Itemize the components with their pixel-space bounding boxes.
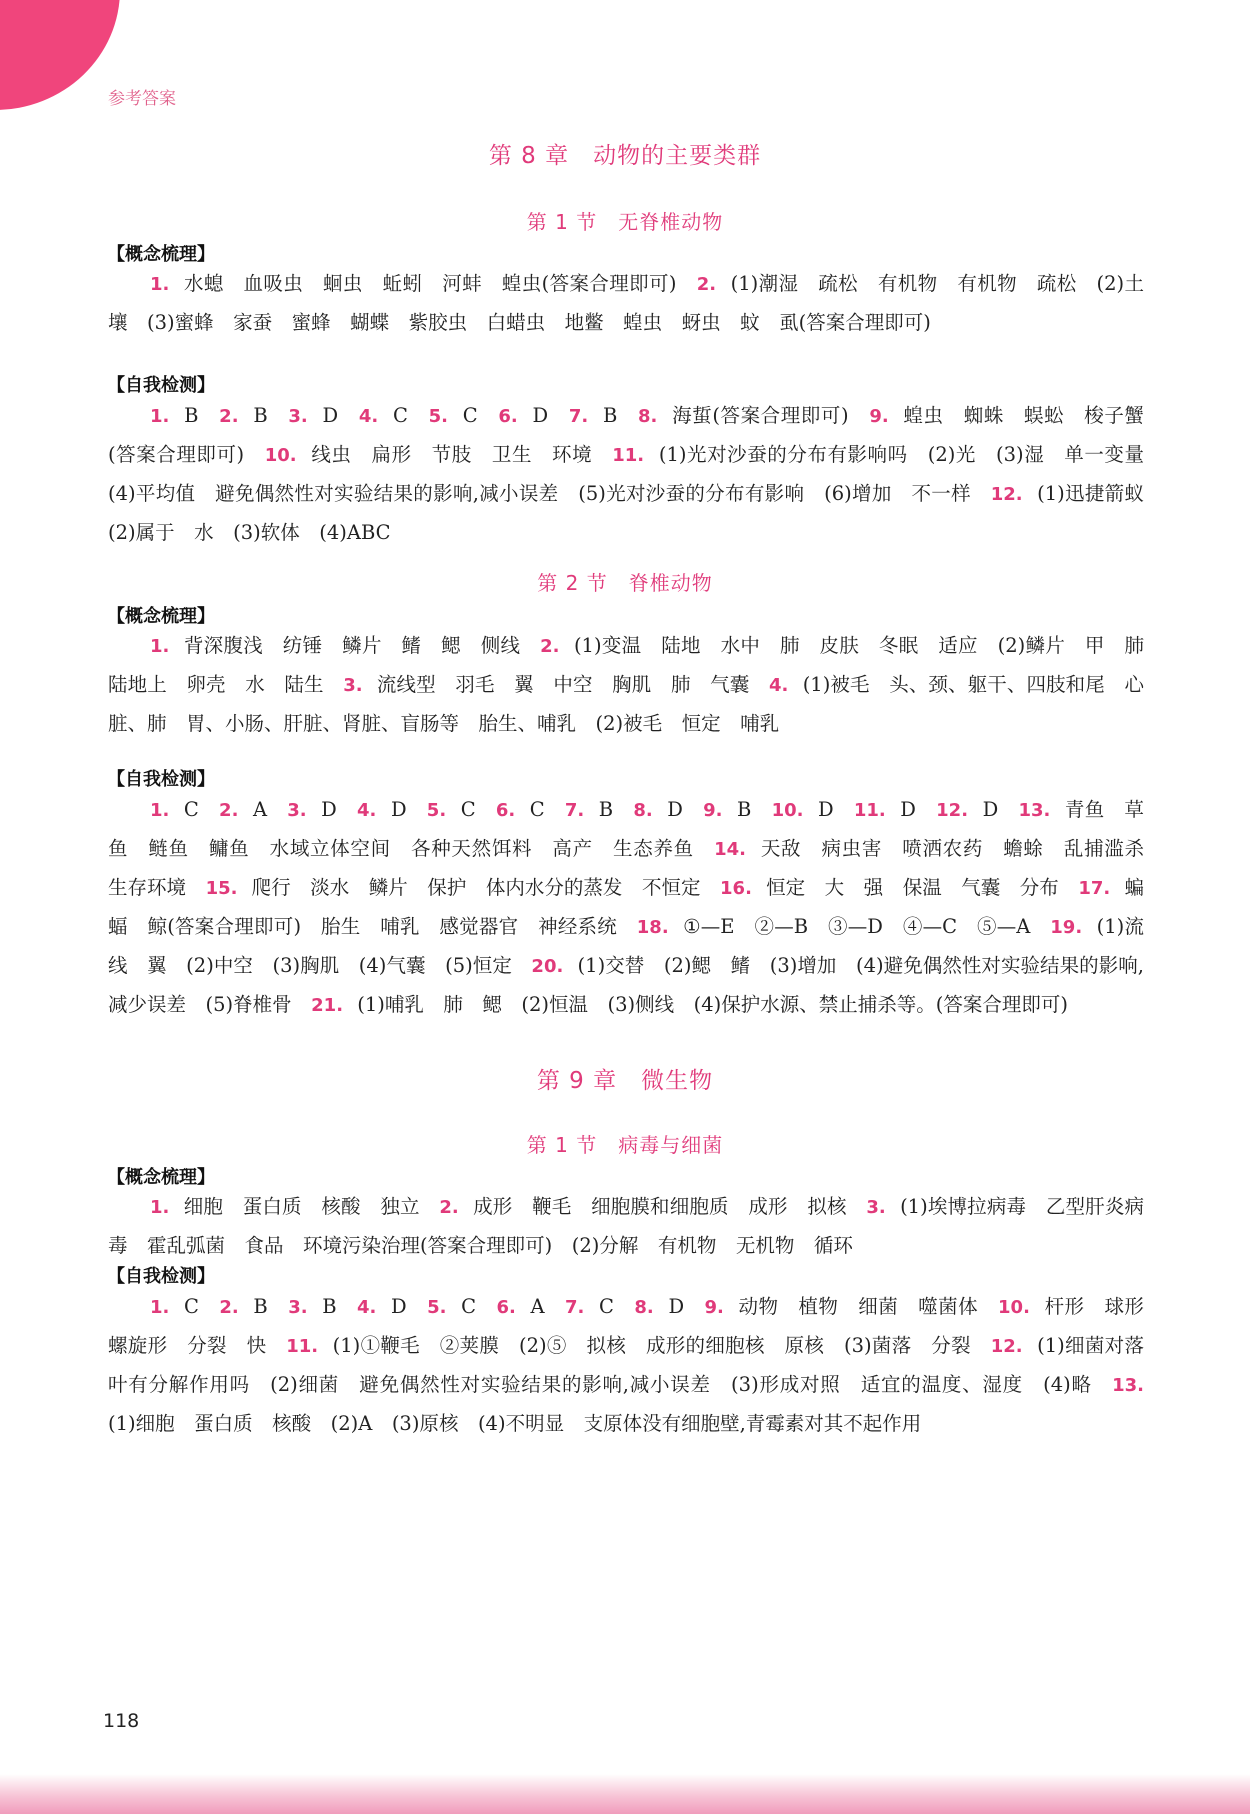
answer-text: 蝙蝠 鲸(答案合理即可) 胎生 哺乳 感觉器官 神经系统 bbox=[108, 876, 1144, 938]
question-number: 2. bbox=[219, 406, 239, 427]
question-number: 1. bbox=[150, 1197, 170, 1218]
question-number: 12. bbox=[990, 1336, 1023, 1357]
answer-text: (1)埃博拉病毒 乙型肝炎病毒 霍乱弧菌 食品 环境污染治理(答案合理即可) (2)分解 有机物 无机物 循环 bbox=[108, 1195, 1144, 1257]
answer-text: D bbox=[517, 404, 549, 427]
answer-text: 青鱼 草鱼 鲢鱼 鳙鱼 水域立体空间 各种天然饵料 高产 生态养鱼 bbox=[108, 798, 1144, 860]
answer-text: D bbox=[803, 798, 834, 821]
answer-text: B bbox=[238, 1295, 268, 1318]
question-number: 13. bbox=[1112, 1375, 1144, 1396]
check-heading: 【自我检测】 bbox=[107, 375, 215, 396]
chapter-title: 第 8 章 动物的主要类群 bbox=[488, 143, 762, 169]
corner-decoration bbox=[0, 0, 125, 115]
question-number: 20. bbox=[531, 956, 564, 977]
check-answers bbox=[108, 397, 1164, 552]
answer-text: B bbox=[722, 798, 752, 821]
check-heading: 【自我检测】 bbox=[107, 769, 215, 790]
question-number: 1. bbox=[150, 1297, 170, 1318]
question-number: 9. bbox=[869, 406, 889, 427]
answer-text: (1)潮湿 疏松 有机物 有机物 疏松 (2)土壤 (3)蜜蜂 家蚕 蜜蜂 蝴蝶 紫胶虫 白蜡虫 地鳖 蝗虫 蚜虫 蚊 虱(答案合理即可) bbox=[108, 272, 1144, 334]
question-number: 10. bbox=[998, 1297, 1030, 1318]
concept-heading: 【概念梳理】 bbox=[107, 244, 215, 265]
question-number: 19. bbox=[1050, 917, 1083, 938]
question-number: 2. bbox=[540, 636, 560, 657]
concept-answers bbox=[108, 627, 1164, 743]
answer-text: 天敌 病虫害 喷洒农药 蟾蜍 乱捕滥杀 生存环境 bbox=[108, 837, 1164, 899]
question-number: 2. bbox=[219, 1297, 239, 1318]
question-number: 12. bbox=[936, 800, 969, 821]
question-number: 4. bbox=[769, 675, 789, 696]
answer-text: (1)被毛 头、颈、躯干、四肢和尾 心脏、肺 胃、小肠、肝脏、肾脏、盲肠等 胎生、哺乳 (2)被毛 恒定 哺乳 bbox=[108, 673, 1144, 735]
answer-text: 线虫 扁形 节肢 卫生 环境 bbox=[296, 443, 593, 466]
question-number: 21. bbox=[311, 995, 344, 1016]
question-number: 8. bbox=[637, 406, 658, 427]
question-number: 1. bbox=[150, 636, 170, 657]
question-number: 17. bbox=[1078, 878, 1111, 899]
concept-answers bbox=[108, 1188, 1144, 1265]
answer-text: 杆形 球形 螺旋形 分裂 快 bbox=[108, 1295, 1164, 1357]
answer-text: (1)细胞 蛋白质 核酸 (2)A (3)原核 (4)不明显 支原体没有细胞壁,青霉素对其不起作用 bbox=[108, 1412, 922, 1435]
question-number: 11. bbox=[612, 445, 645, 466]
question-number: 8. bbox=[634, 1297, 654, 1318]
answer-text: C bbox=[169, 1295, 199, 1318]
header-label: 参考答案 bbox=[108, 89, 176, 109]
answer-text: B bbox=[584, 798, 614, 821]
question-number: 5. bbox=[427, 1297, 447, 1318]
section-title: 第 1 节 无脊椎动物 bbox=[526, 210, 724, 234]
answer-text: D bbox=[968, 798, 999, 821]
answer-text: (1)光对沙蚕的分布有影响吗 (2)光 (3)湿 单一变量 (4)平均值 避免偶然性对实验结果的影响,减小误差 (5)光对沙蚕的分布有影响 (6)增加 不一样 bbox=[108, 443, 1164, 505]
question-number: 6. bbox=[496, 1297, 516, 1318]
answer-text: C bbox=[446, 1295, 477, 1318]
chapter-title: 第 9 章 微生物 bbox=[536, 1068, 714, 1094]
question-number: 1. bbox=[150, 406, 170, 427]
answer-text: (1)流线 翼 (2)中空 (3)胸肌 (4)气囊 (5)恒定 bbox=[108, 915, 1144, 977]
question-number: 6. bbox=[498, 406, 518, 427]
question-number: 2. bbox=[219, 800, 239, 821]
question-number: 7. bbox=[565, 1297, 585, 1318]
check-answers bbox=[108, 1288, 1164, 1443]
answer-text: A bbox=[238, 798, 268, 821]
question-number: 1. bbox=[150, 274, 170, 295]
question-number: 10. bbox=[264, 445, 297, 466]
answer-text: D bbox=[306, 798, 337, 821]
answer-text: 海蜇(答案合理即可) bbox=[657, 404, 849, 427]
question-number: 11. bbox=[853, 800, 886, 821]
question-number: 8. bbox=[633, 800, 653, 821]
question-number: 7. bbox=[564, 800, 585, 821]
answer-text: 细胞 蛋白质 核酸 独立 bbox=[169, 1195, 420, 1218]
question-number: 3. bbox=[288, 1297, 308, 1318]
answer-text: D bbox=[376, 798, 407, 821]
answer-text: 爬行 淡水 鳞片 保护 体内水分的蒸发 不恒定 bbox=[237, 876, 701, 899]
answer-text: D bbox=[652, 798, 683, 821]
question-number: 9. bbox=[703, 800, 723, 821]
question-number: 4. bbox=[358, 406, 379, 427]
answer-text: C bbox=[584, 1295, 614, 1318]
answer-text: D bbox=[376, 1295, 407, 1318]
answer-text: (1)①鞭毛 ②荚膜 (2)⑤ 拟核 成形的细胞核 原核 (3)菌落 分裂 bbox=[318, 1334, 971, 1357]
question-number: 7. bbox=[568, 406, 589, 427]
answer-text: C bbox=[515, 798, 545, 821]
question-number: 1. bbox=[150, 800, 170, 821]
answer-text: B bbox=[238, 404, 268, 427]
question-number: 3. bbox=[288, 406, 308, 427]
answer-text: C bbox=[447, 404, 478, 427]
answer-text: 流线型 羽毛 翼 中空 胸肌 肺 气囊 bbox=[362, 673, 750, 696]
check-answers bbox=[108, 791, 1164, 1025]
answer-text: ①—E ②—B ③—D ④—C ⑤—A bbox=[668, 915, 1031, 938]
answer-text: (1)迅捷箭蚁 (2)属于 水 (3)软体 (4)ABC bbox=[108, 482, 1164, 544]
bottom-decoration-bar bbox=[0, 1774, 1250, 1814]
answer-text: C bbox=[446, 798, 476, 821]
section-title: 第 1 节 病毒与细菌 bbox=[526, 1133, 724, 1157]
answer-text: 动物 植物 细菌 噬菌体 bbox=[723, 1295, 979, 1318]
concept-answers bbox=[108, 265, 1144, 342]
question-number: 9. bbox=[704, 1297, 724, 1318]
question-number: 10. bbox=[771, 800, 804, 821]
answer-text: D bbox=[885, 798, 916, 821]
answer-text: C bbox=[169, 798, 199, 821]
question-number: 14. bbox=[714, 839, 746, 860]
question-number: 16. bbox=[720, 878, 752, 899]
question-number: 3. bbox=[866, 1197, 886, 1218]
question-number: 18. bbox=[636, 917, 669, 938]
question-number: 15. bbox=[205, 878, 238, 899]
question-number: 12. bbox=[990, 484, 1023, 505]
question-number: 2. bbox=[696, 274, 717, 295]
answer-text: 水螅 血吸虫 蛔虫 蚯蚓 河蚌 蝗虫(答案合理即可) bbox=[169, 272, 677, 295]
question-number: 4. bbox=[356, 1297, 377, 1318]
answer-text: D bbox=[653, 1295, 685, 1318]
concept-heading: 【概念梳理】 bbox=[107, 1167, 215, 1188]
question-number: 4. bbox=[357, 800, 377, 821]
answer-text: (1)哺乳 肺 鳃 (2)恒温 (3)侧线 (4)保护水源、禁止捕杀等。(答案合理即可) bbox=[343, 993, 1068, 1016]
answer-text: A bbox=[515, 1295, 545, 1318]
answer-text: D bbox=[307, 404, 339, 427]
question-number: 5. bbox=[428, 406, 448, 427]
question-number: 3. bbox=[287, 800, 307, 821]
answer-text: 背深腹浅 纺锤 鳞片 鳍 鳃 侧线 bbox=[169, 634, 521, 657]
answer-text: 成形 鞭毛 细胞膜和细胞质 成形 拟核 bbox=[458, 1195, 847, 1218]
answer-text: (1)交替 (2)鳃 鳍 (3)增加 (4)避免偶然性对实验结果的影响,减少误差 (5)脊椎骨 bbox=[108, 954, 1144, 1016]
question-number: 3. bbox=[343, 675, 363, 696]
answer-text: 恒定 大 强 保温 气囊 分布 bbox=[751, 876, 1059, 899]
concept-heading: 【概念梳理】 bbox=[107, 606, 215, 627]
question-number: 6. bbox=[495, 800, 516, 821]
question-number: 5. bbox=[426, 800, 447, 821]
answer-text: C bbox=[378, 404, 408, 427]
question-number: 13. bbox=[1018, 800, 1051, 821]
answer-text: B bbox=[307, 1295, 337, 1318]
answer-text: (1)变温 陆地 水中 肺 皮肤 冬眠 适应 (2)鳞片 甲 肺 陆地上 卵壳 水 陆生 bbox=[108, 634, 1164, 696]
section-title: 第 2 节 脊椎动物 bbox=[537, 571, 713, 595]
check-heading: 【自我检测】 bbox=[107, 1266, 215, 1287]
answer-text: B bbox=[588, 404, 618, 427]
page-number: 118 bbox=[103, 1710, 140, 1732]
question-number: 2. bbox=[439, 1197, 459, 1218]
answer-text: 蝗虫 蜘蛛 蜈蚣 梭子蟹(答案合理即可) bbox=[108, 404, 1144, 466]
answer-text: B bbox=[169, 404, 199, 427]
question-number: 11. bbox=[286, 1336, 319, 1357]
answer-text: (1)细菌对落叶有分解作用吗 (2)细菌 避免偶然性对实验结果的影响,减小误差 (3)形成对照 适宜的温度、湿度 (4)略 bbox=[108, 1334, 1144, 1396]
